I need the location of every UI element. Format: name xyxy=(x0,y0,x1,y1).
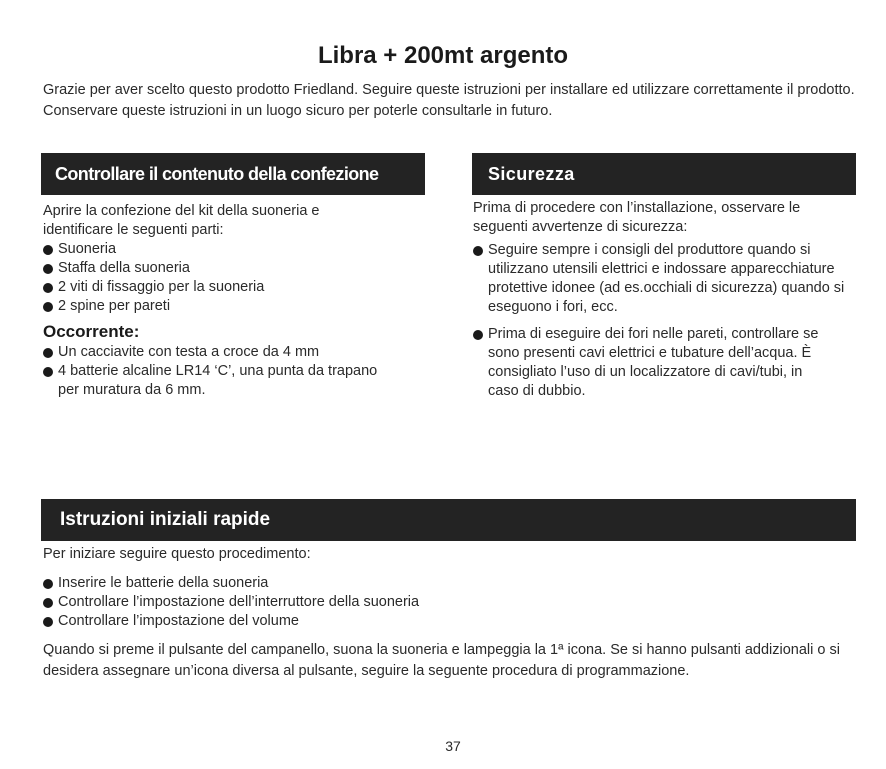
quick-start-intro: Per iniziare seguire questo procedimento: xyxy=(43,546,311,562)
bullet-icon xyxy=(43,348,53,358)
bullet-icon xyxy=(43,367,53,377)
list-item: Un cacciavite con testa a croce da 4 mm xyxy=(43,343,443,362)
list-item: Controllare l’impostazione dell’interruttore della suoneria xyxy=(43,593,863,612)
list-item: Suoneria xyxy=(43,240,443,259)
list-item: Controllare l’impostazione del volume xyxy=(43,612,863,631)
bullet-icon xyxy=(473,246,483,256)
bullet-icon xyxy=(43,598,53,608)
bullet-icon xyxy=(43,302,53,312)
quick-start-heading: Istruzioni iniziali rapide xyxy=(41,499,856,541)
list-item: 4 batterie alcaline LR14 ‘C’, una punta da trapano per muratura da 6 mm. xyxy=(43,362,443,400)
bullet-icon xyxy=(43,283,53,293)
programming-paragraph: Quando si preme il pulsante del campanello, suona la suoneria e lampeggia la 1ª icona. Se si hanno pulsanti addizionali o si desidera assegnare un’icona diversa al pulsante, seguire la seguente procedura di programmazione. xyxy=(43,642,840,679)
bullet-icon xyxy=(43,579,53,589)
safety-heading: Sicurezza xyxy=(472,153,856,195)
contents-heading: Controllare il contenuto della confezione xyxy=(41,153,425,195)
list-item: Prima di eseguire dei fori nelle pareti, controllare se sono presenti cavi elettrici e tubature dell’acqua. È consigliato l’uso di un localizzatore di cavi/tubi, in caso di dubbio. xyxy=(473,325,863,401)
list-item: 2 spine per pareti xyxy=(43,297,443,316)
intro-paragraph: Grazie per aver scelto questo prodotto Friedland. Seguire queste istruzioni per installare ed utilizzare correttamente il prodotto. Conservare queste istruzioni in un luogo sicuro per poterle consultarle in futuro. xyxy=(43,82,855,119)
bullet-icon xyxy=(43,264,53,274)
bullet-icon xyxy=(473,330,483,340)
safety-section xyxy=(473,199,863,401)
list-item: Staffa della suoneria xyxy=(43,259,443,278)
quick-start-list xyxy=(43,574,863,631)
bullet-icon xyxy=(43,617,53,627)
page-title: Libra + 200mt argento xyxy=(317,42,569,69)
bullet-icon xyxy=(43,245,53,255)
contents-section xyxy=(43,202,443,400)
safety-intro: Prima di procedere con l’installazione, osservare le seguenti avvertenze di sicurezza: xyxy=(473,200,801,235)
required-heading: Occorrente: xyxy=(43,322,140,341)
list-item: 2 viti di fissaggio per la suoneria xyxy=(43,278,443,297)
list-item: Inserire le batterie della suoneria xyxy=(43,574,863,593)
page-number: 37 xyxy=(445,738,461,754)
list-item: Seguire sempre i consigli del produttore quando si utilizzano utensili elettrici e indossare apparecchiature protettive idonee (ad es.occhiali di sicurezza) quando si eseguono i fori, ecc. xyxy=(473,241,863,317)
contents-intro: Aprire la confezione del kit della suoneria e identificare le seguenti parti: xyxy=(43,203,320,238)
